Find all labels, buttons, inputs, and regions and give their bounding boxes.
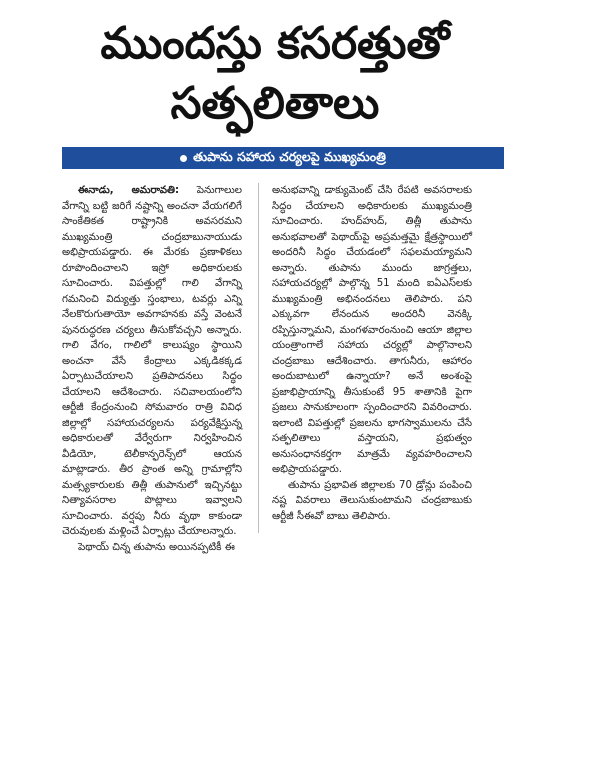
column-divider xyxy=(258,183,259,533)
headline-line-1: ముందస్తు కసరత్తుతో xyxy=(100,18,450,69)
bullet-icon xyxy=(180,155,187,162)
article-paragraph: పెథాయ్ చిన్న తుపాను అయినప్పటికీ ఈ xyxy=(78,541,235,553)
subheadline-bar xyxy=(62,147,504,169)
headline-line-2: సత్ఫలితాలు xyxy=(170,78,380,129)
article-column-right xyxy=(272,183,472,524)
article-column-left xyxy=(62,183,242,555)
article-paragraph: అనుభవాన్ని డాక్యుమెంట్ చేసి రేపటి అవసరాలకు సిద్ధం చేయాలని అధికారులకు ముఖ్యమంత్రి సూచించారు. హుద్‌హుద్, తిత్లీ తుపాను అనుభవాలతో పెథాయ్‌పై అప్రమత్తమై క్షేత్రస్థాయిలో అందరినీ సిద్ధం చేయడంలో సఫలమయ్యామని అన్నారు. తుపాను ముందు జాగ్రత్తలు, సహాయచర్యల్లో పాల్గొన్న 51 మంది ఐఏఎస్‌లకు ముఖ్యమంత్రి అభినందనలు తెలిపారు. పని ఎక్కువగా లేనందున అందరినీ వెనక్కి రప్పిస్తున్నామని, మంగళవారంనుంచి ఆయా జిల్లాల యంత్రాంగాలే సహాయ చర్యల్లో పాల్గొనాలని చంద్రబాబు ఆదేశించారు. తాగునీరు, ఆహారం అందుబాటులో ఉన్నాయా? అనే అంశంపై ప్రజాభిప్రాయాన్ని తీసుకుంటే 95 శాతానికి పైగా ప్రజలు సానుకూలంగా స్పందించారని వివరించారు. ఇలాంటి విపత్తుల్లో ప్రజలను భాగస్వాములను చేసే సత్ఫలితాలు వస్తాయని, ప్రభుత్వం అనుసంధానకర్తగా మాత్రమే వ్యవహరించాలని అభిప్రాయపడ్డారు. xyxy=(272,185,472,475)
dateline: ఈనాడు, అమరావతి: xyxy=(78,185,180,196)
subheadline-text: తుపాను సహాయ చర్యలపై ముఖ్యమంత్రి xyxy=(193,148,386,164)
article-paragraph: తుపాను ప్రభావిత జిల్లాలకు 70 డ్రోన్లు పంపించి నష్ట వివరాలు తెలుసుకుంటామని చంద్రబాబుకు ఆర్టీజీ సీఈవో బాబు తెలిపారు. xyxy=(272,479,472,522)
paragraph-text: పెనుగాలుల వేగాన్ని బట్టి జరిగే నష్టాన్ని అంచనా వేయగలిగే సాంకేతికత రాష్ట్రానికి అవసరమని ముఖ్యమంత్రి చంద్రబాబునాయుడు అభిప్రాయపడ్డారు. ఈ మేరకు ప్రణాళికలు రూపొందించాలని ఇస్రో అధికారులకు సూచించారు. విపత్తుల్లో గాలి వేగాన్ని గమనించి విద్యుత్తు స్తంభాలు, టవర్లు ఎన్ని నేలకొరుగుతాయో అవగాహనకు వస్తే వెంటనే పునరుద్ధరణ చర్యలు తీసుకోవచ్చని అన్నారు. గాలి వేగం, గాలిలో కాలుష్యం స్థాయిని అంచనా వేసే కేంద్రాలు ఎక్కడికక్కడ ఏర్పాటుచేయాలని ప్రతిపాదనలు సిద్ధం చేయాలని ఆదేశించారు. సచివాలయంలోని ఆర్టీజీ కేంద్రంనుంచి సోమవారం రాత్రి వివిధ జిల్లాల్లో సహాయచర్యలను పర్యవేక్షిస్తున్న అధికారులతో వేర్వేరుగా నిర్వహించిన వీడియో, టెలీకాన్ఫరెన్స్‌లో ఆయన మాట్లాడారు. తీర ప్రాంత అన్ని గ్రామాల్లోని మత్స్యకారులకు తిత్లీ తుపానులో ఇచ్చినట్టు నిత్యావసరాల పొట్లాలు ఇవ్వాలని సూచించారు. వర్షపు నీరు వృథా కాకుండా చెరువులకు మళ్లించే ఏర్పాట్లు చేయాలన్నారు. xyxy=(62,185,242,537)
article-paragraph xyxy=(62,183,242,540)
